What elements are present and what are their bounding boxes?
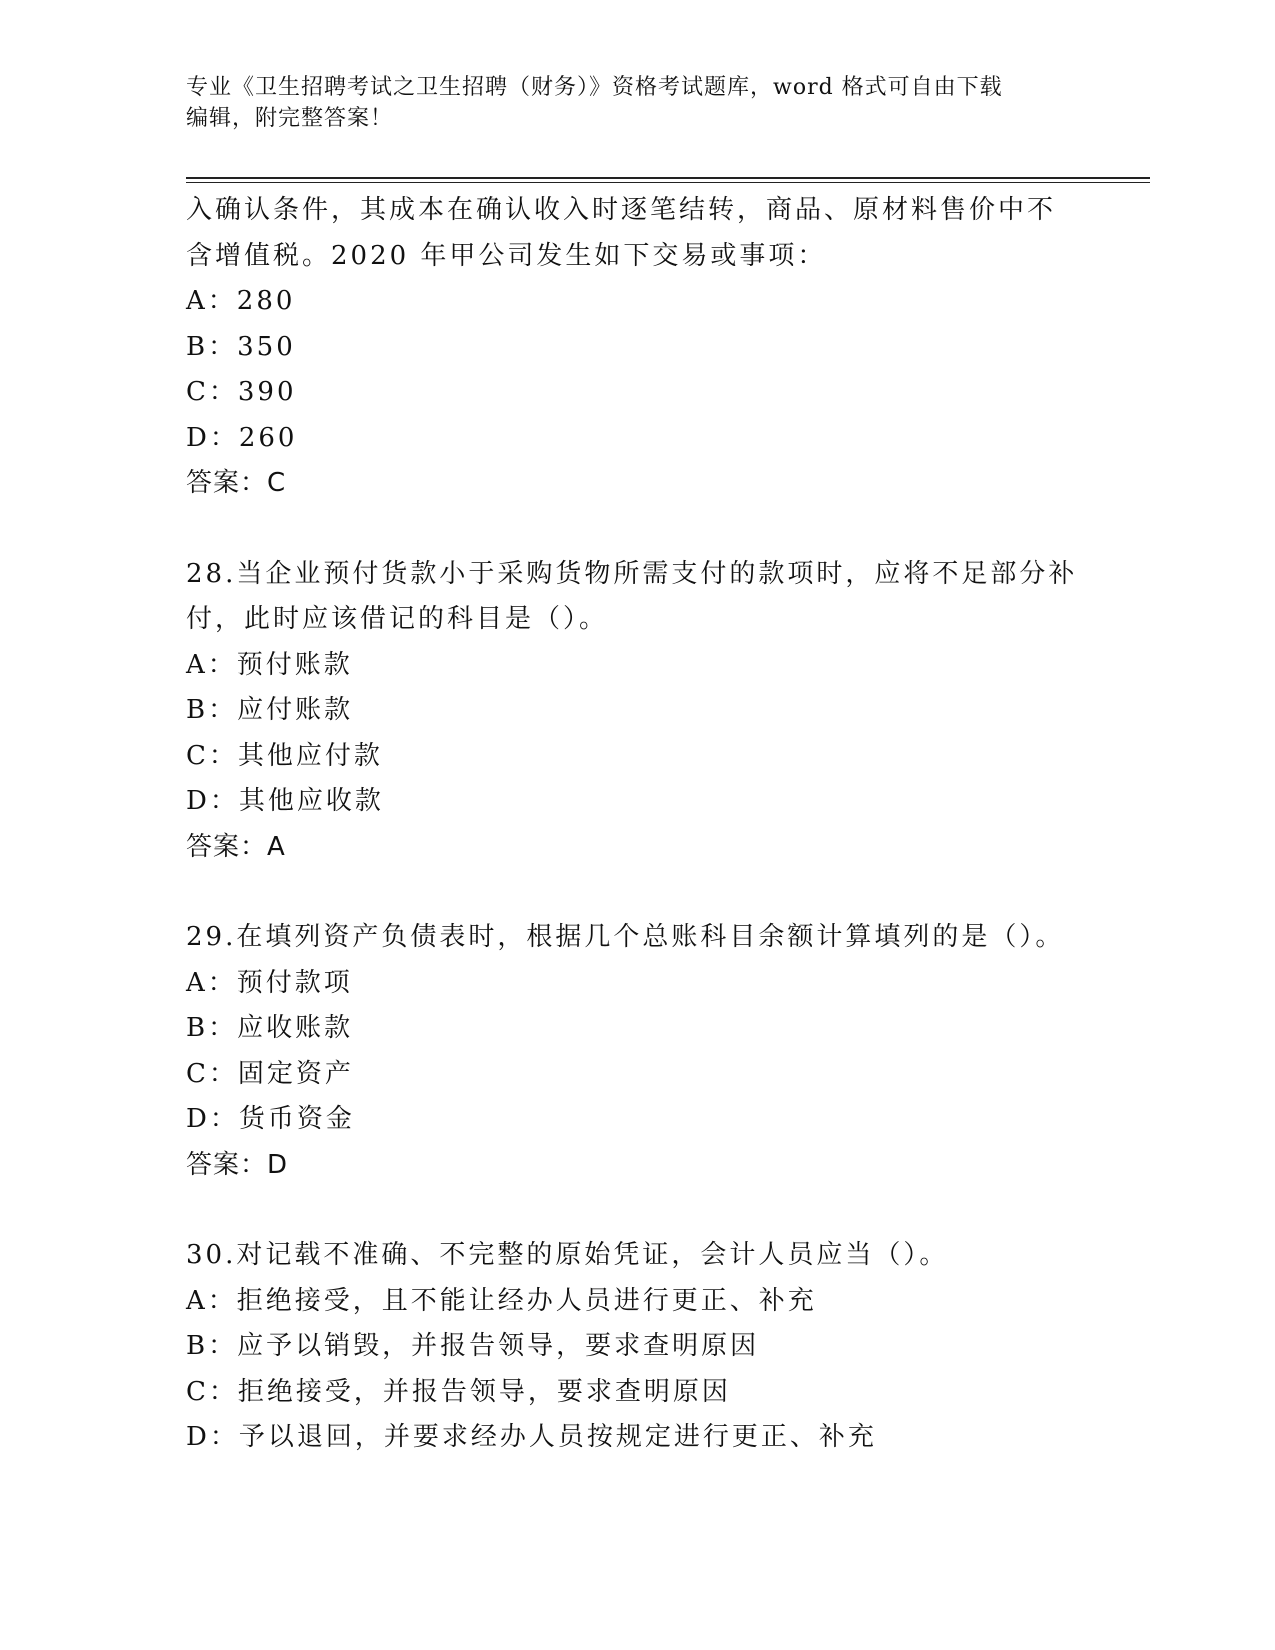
question-text: 29.在填列资产负债表时，根据几个总账科目余额计算填列的是（）。 <box>186 922 1065 952</box>
option-a: A：拒绝接受，且不能让经办人员进行更正、补充 <box>186 1285 817 1316</box>
question-29 <box>186 915 1086 1188</box>
answer-line: 答案：C <box>186 468 287 498</box>
question-text: 付，此时应该借记的科目是（）。 <box>186 604 609 634</box>
question-30 <box>186 1233 1086 1461</box>
question-text: 30.对记载不准确、不完整的原始凭证，会计人员应当（）。 <box>186 1240 949 1270</box>
document-header <box>186 72 1066 134</box>
option-a: A：预付款项 <box>186 967 353 998</box>
option-d: D：货币资金 <box>186 1104 355 1134</box>
header-divider-thick <box>186 177 1150 179</box>
question-text: 入确认条件，其成本在确认收入时逐笔结转，商品、原材料售价中不 <box>186 195 1057 225</box>
option-a: A：280 <box>186 286 296 316</box>
option-d: D：其他应收款 <box>186 786 384 816</box>
option-b: B：应收账款 <box>186 1013 354 1043</box>
option-b: B：应付账款 <box>186 695 354 725</box>
option-a: A：预付账款 <box>186 649 353 680</box>
option-b: B：应予以销毁，并报告领导，要求查明原因 <box>186 1331 760 1361</box>
option-c: C：其他应付款 <box>186 740 383 771</box>
question-27-continued <box>186 188 1086 507</box>
question-text: 含增值税。2020 年甲公司发生如下交易或事项： <box>186 240 827 271</box>
question-text: 28.当企业预付货款小于采购货物所需支付的款项时，应将不足部分补 <box>186 558 1078 589</box>
option-d: D：予以退回，并要求经办人员按规定进行更正、补充 <box>186 1422 877 1452</box>
header-divider-thin <box>186 182 1150 183</box>
header-line-2: 编辑，附完整答案！ <box>186 106 394 131</box>
question-28 <box>186 552 1086 871</box>
option-c: C：拒绝接受，并报告领导，要求查明原因 <box>186 1376 731 1407</box>
question-list <box>186 188 1086 1461</box>
option-b: B：350 <box>186 331 296 362</box>
option-c: C：390 <box>186 377 297 407</box>
spacer <box>186 507 1086 552</box>
header-line-1: 专业《卫生招聘考试之卫生招聘（财务）》资格考试题库，word 格式可自由下载 <box>186 75 1003 100</box>
option-c: C：固定资产 <box>186 1058 354 1089</box>
option-d: D：260 <box>186 422 298 453</box>
answer-line: 答案：D <box>186 1149 289 1180</box>
answer-line: 答案：A <box>186 831 286 862</box>
spacer <box>186 1188 1086 1233</box>
spacer <box>186 870 1086 915</box>
